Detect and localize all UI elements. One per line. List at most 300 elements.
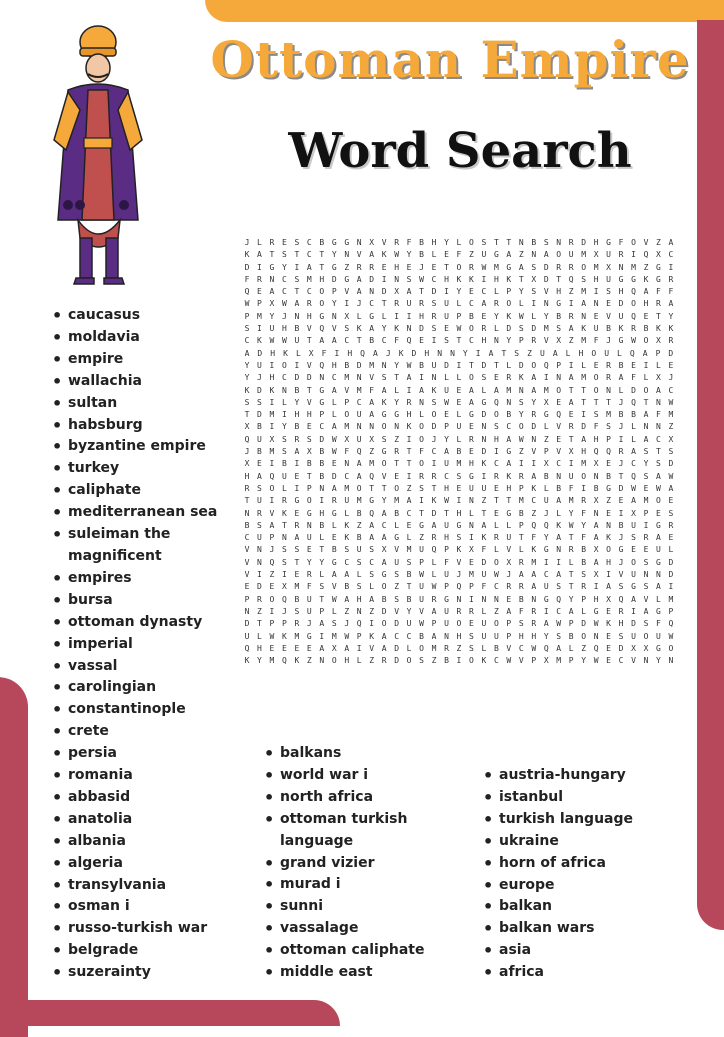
grid-letter: E: [294, 508, 300, 518]
grid-letter: A: [643, 287, 649, 297]
grid-letter: R: [568, 422, 574, 432]
grid-letter: S: [606, 287, 611, 297]
grid-letter: G: [319, 311, 325, 321]
grid-letter: I: [593, 582, 599, 592]
word-list-item: • balkan wars: [483, 918, 703, 940]
grid-letter: R: [381, 656, 387, 666]
grid-letter: C: [381, 336, 387, 346]
grid-letter: W: [331, 434, 337, 444]
grid-letter: S: [643, 582, 649, 592]
grid-letter: B: [419, 250, 424, 260]
grid-letter: G: [656, 262, 661, 272]
grid-letter: H: [424, 348, 430, 358]
grid-letter: O: [581, 471, 587, 481]
grid-letter: D: [581, 619, 587, 629]
grid-letter: A: [488, 348, 494, 358]
grid-letter: A: [631, 496, 636, 506]
grid-letter: L: [456, 299, 462, 309]
grid-row: [242, 618, 676, 630]
grid-letter: D: [431, 287, 437, 297]
grid-letter: U: [394, 557, 400, 567]
grid-row: [242, 249, 676, 261]
grid-letter: Q: [631, 397, 636, 407]
grid-letter: E: [481, 311, 487, 321]
grid-letter: B: [606, 471, 611, 481]
grid-letter: B: [294, 324, 300, 334]
grid-letter: A: [257, 250, 262, 260]
grid-letter: S: [294, 238, 300, 247]
grid-letter: F: [618, 238, 624, 247]
word-list-item: • wallachia: [52, 371, 252, 393]
grid-letter: K: [281, 508, 287, 518]
grid-letter: Z: [369, 447, 375, 457]
grid-letter: A: [506, 606, 512, 616]
grid-letter: L: [319, 570, 325, 580]
grid-letter: J: [281, 606, 287, 616]
grid-letter: C: [668, 385, 674, 395]
grid-letter: A: [406, 496, 412, 506]
grid-letter: O: [406, 656, 412, 666]
grid-letter: Q: [493, 397, 499, 407]
grid-letter: U: [356, 434, 362, 444]
grid-letter: D: [631, 385, 636, 395]
grid-row: [242, 655, 676, 667]
grid-letter: T: [419, 508, 424, 518]
grid-letter: W: [419, 274, 424, 284]
grid-letter: N: [469, 496, 474, 506]
grid-letter: D: [481, 447, 487, 457]
grid-letter: A: [593, 557, 599, 567]
grid-letter: K: [556, 520, 562, 530]
word-list-item: • anatolia: [52, 809, 252, 831]
grid-letter: I: [294, 459, 300, 469]
grid-letter: D: [319, 434, 325, 444]
grid-letter: E: [593, 360, 599, 370]
grid-letter: A: [668, 238, 674, 247]
grid-letter: I: [618, 434, 624, 444]
grid-letter: E: [556, 397, 562, 407]
grid-letter: H: [606, 557, 611, 567]
grid-letter: G: [631, 274, 636, 284]
grid-letter: S: [257, 397, 262, 407]
grid-letter: L: [543, 483, 549, 493]
grid-letter: N: [593, 631, 599, 641]
grid-letter: X: [593, 250, 599, 260]
grid-letter: E: [668, 360, 674, 370]
grid-letter: T: [568, 570, 574, 580]
grid-letter: L: [617, 348, 622, 358]
grid-letter: U: [444, 520, 449, 530]
grid-letter: E: [606, 606, 611, 616]
grid-letter: A: [319, 643, 325, 653]
grid-letter: I: [419, 373, 424, 383]
grid-letter: W: [593, 656, 599, 666]
grid-letter: A: [369, 533, 375, 543]
grid-letter: J: [257, 373, 262, 383]
grid-letter: L: [281, 483, 287, 493]
grid-letter: I: [518, 459, 524, 469]
grid-letter: A: [656, 582, 661, 592]
grid-letter: F: [481, 545, 487, 555]
grid-letter: N: [369, 422, 375, 432]
grid-letter: N: [593, 471, 599, 481]
grid-letter: N: [506, 397, 512, 407]
grid-letter: S: [294, 606, 300, 616]
grid-letter: L: [331, 606, 337, 616]
grid-letter: O: [469, 656, 474, 666]
grid-letter: L: [431, 250, 437, 260]
grid-letter: U: [257, 496, 262, 506]
grid-letter: L: [431, 557, 437, 567]
word-list-item: • ottoman dynasty: [52, 612, 252, 634]
grid-letter: H: [518, 631, 524, 641]
grid-letter: Z: [431, 656, 437, 666]
word-search-grid: [242, 237, 676, 667]
grid-letter: E: [643, 311, 649, 321]
grid-letter: T: [643, 397, 649, 407]
grid-letter: D: [481, 360, 487, 370]
grid-letter: R: [269, 238, 275, 247]
grid-letter: T: [281, 520, 287, 530]
grid-letter: I: [269, 397, 275, 407]
grid-letter: T: [294, 287, 300, 297]
grid-letter: T: [444, 262, 449, 272]
grid-letter: I: [431, 336, 437, 346]
grid-letter: H: [593, 238, 599, 247]
grid-letter: L: [456, 434, 462, 444]
grid-letter: I: [568, 299, 574, 309]
grid-letter: H: [347, 348, 353, 358]
grid-letter: A: [294, 533, 300, 543]
grid-letter: Z: [369, 606, 375, 616]
grid-letter: A: [356, 287, 362, 297]
grid-letter: O: [331, 656, 337, 666]
grid-row: [242, 631, 676, 643]
grid-letter: W: [531, 643, 537, 653]
grid-letter: N: [306, 520, 312, 530]
grid-letter: B: [419, 631, 424, 641]
grid-letter: N: [356, 422, 362, 432]
grid-letter: Q: [543, 643, 549, 653]
grid-letter: S: [294, 545, 300, 555]
grid-letter: G: [469, 410, 474, 420]
grid-letter: U: [606, 250, 611, 260]
grid-letter: Q: [631, 287, 636, 297]
word-list-item: • moldavia: [52, 327, 252, 349]
grid-letter: K: [431, 496, 437, 506]
grid-letter: N: [456, 594, 462, 604]
grid-letter: T: [381, 483, 387, 493]
grid-letter: M: [294, 631, 300, 641]
grid-letter: X: [656, 250, 661, 260]
grid-letter: M: [369, 360, 375, 370]
grid-letter: K: [481, 656, 487, 666]
grid-letter: Y: [306, 557, 312, 567]
grid-letter: D: [518, 360, 524, 370]
grid-letter: I: [568, 459, 574, 469]
grid-letter: K: [606, 533, 611, 543]
grid-letter: J: [385, 348, 391, 358]
grid-letter: L: [656, 360, 661, 370]
grid-letter: A: [381, 557, 387, 567]
grid-letter: D: [306, 373, 312, 383]
word-list-item: • caucasus: [52, 305, 252, 327]
grid-letter: W: [431, 582, 437, 592]
grid-letter: D: [431, 422, 437, 432]
word-list-item: • persia: [52, 743, 252, 765]
grid-letter: Y: [456, 287, 462, 297]
grid-letter: M: [306, 274, 312, 284]
grid-letter: M: [331, 631, 337, 641]
grid-letter: S: [556, 582, 562, 592]
grid-letter: P: [344, 397, 350, 407]
grid-letter: B: [419, 238, 424, 247]
grid-letter: D: [581, 238, 587, 247]
grid-letter: A: [656, 385, 661, 395]
grid-letter: E: [606, 459, 611, 469]
grid-letter: T: [244, 410, 250, 420]
grid-letter: S: [493, 422, 499, 432]
grid-letter: V: [244, 545, 250, 555]
grid-letter: X: [593, 545, 599, 555]
grid-letter: X: [344, 311, 350, 321]
grid-letter: A: [344, 643, 350, 653]
grid-letter: X: [506, 557, 512, 567]
grid-letter: I: [294, 483, 300, 493]
grid-letter: H: [444, 483, 449, 493]
grid-letter: F: [321, 348, 327, 358]
grid-letter: V: [369, 643, 375, 653]
grid-letter: J: [618, 557, 624, 567]
grid-letter: S: [668, 447, 674, 457]
grid-letter: T: [406, 447, 412, 457]
grid-letter: L: [444, 373, 449, 383]
grid-letter: O: [269, 594, 275, 604]
grid-letter: A: [369, 594, 375, 604]
grid-letter: G: [656, 557, 661, 567]
grid-letter: N: [257, 557, 262, 567]
grid-letter: A: [643, 606, 649, 616]
grid-letter: A: [344, 594, 350, 604]
grid-letter: D: [331, 274, 337, 284]
grid-letter: B: [606, 324, 611, 334]
grid-letter: G: [656, 606, 661, 616]
grid-letter: C: [381, 520, 387, 530]
grid-letter: Q: [593, 447, 599, 457]
grid-letter: P: [556, 360, 562, 370]
grid-letter: A: [581, 434, 587, 444]
grid-letter: R: [257, 508, 262, 518]
grid-letter: I: [319, 496, 325, 506]
grid-letter: T: [381, 299, 387, 309]
grid-letter: W: [518, 434, 524, 444]
grid-letter: C: [406, 508, 412, 518]
grid-letter: U: [244, 631, 250, 641]
grid-letter: A: [406, 373, 412, 383]
grid-letter: K: [456, 274, 462, 284]
grid-row: [242, 348, 676, 360]
grid-letter: Y: [568, 594, 574, 604]
word-list-item: • europe: [483, 875, 703, 897]
grid-row: [242, 532, 676, 544]
grid-letter: A: [244, 348, 250, 358]
word-list-item: • belgrade: [52, 940, 252, 962]
grid-letter: Z: [419, 533, 424, 543]
grid-letter: U: [618, 311, 624, 321]
grid-row: [242, 421, 676, 433]
grid-letter: R: [531, 336, 537, 346]
grid-letter: F: [444, 557, 449, 567]
grid-letter: A: [444, 447, 449, 457]
grid-letter: G: [331, 262, 337, 272]
grid-letter: U: [656, 545, 661, 555]
grid-letter: R: [531, 606, 537, 616]
grid-letter: N: [668, 656, 674, 666]
grid-letter: K: [244, 656, 250, 666]
grid-letter: G: [481, 397, 487, 407]
grid-letter: N: [581, 311, 587, 321]
grid-letter: R: [406, 397, 412, 407]
grid-letter: Z: [668, 422, 674, 432]
grid-letter: P: [506, 619, 512, 629]
grid-letter: A: [531, 570, 537, 580]
grid-letter: H: [431, 238, 437, 247]
grid-letter: H: [531, 631, 537, 641]
grid-letter: B: [319, 447, 325, 457]
grid-letter: T: [406, 459, 412, 469]
grid-letter: G: [506, 508, 512, 518]
grid-letter: Y: [543, 533, 549, 543]
grid-letter: K: [456, 545, 462, 555]
grid-row: [242, 262, 676, 274]
grid-letter: A: [518, 262, 524, 272]
grid-letter: J: [431, 434, 437, 444]
grid-letter: R: [281, 496, 287, 506]
grid-letter: L: [331, 397, 337, 407]
grid-letter: R: [444, 643, 449, 653]
grid-letter: A: [344, 570, 350, 580]
grid-letter: N: [431, 373, 437, 383]
grid-letter: M: [606, 410, 611, 420]
grid-letter: S: [481, 373, 487, 383]
grid-letter: W: [281, 299, 287, 309]
grid-letter: R: [493, 299, 499, 309]
grid-letter: I: [319, 631, 325, 641]
grid-letter: Q: [629, 348, 635, 358]
grid-letter: H: [406, 410, 412, 420]
grid-letter: E: [469, 447, 474, 457]
grid-letter: P: [568, 656, 574, 666]
grid-letter: G: [369, 496, 375, 506]
grid-letter: W: [419, 570, 424, 580]
grid-letter: T: [406, 582, 412, 592]
grid-letter: G: [456, 520, 462, 530]
grid-letter: U: [568, 471, 574, 481]
grid-letter: U: [543, 496, 549, 506]
grid-letter: O: [606, 545, 611, 555]
grid-letter: G: [331, 557, 337, 567]
grid-letter: C: [394, 631, 400, 641]
grid-letter: S: [431, 324, 437, 334]
grid-letter: I: [643, 520, 649, 530]
grid-letter: I: [334, 348, 340, 358]
word-list-item: • ottoman turkish language: [264, 809, 474, 853]
grid-letter: Y: [493, 311, 499, 321]
grid-letter: R: [568, 262, 574, 272]
grid-letter: C: [369, 299, 375, 309]
grid-letter: B: [294, 385, 300, 395]
grid-letter: I: [394, 311, 400, 321]
grid-letter: L: [506, 520, 512, 530]
grid-letter: A: [381, 643, 387, 653]
grid-letter: V: [643, 594, 649, 604]
grid-letter: E: [257, 459, 262, 469]
grid-letter: H: [593, 434, 599, 444]
grid-letter: S: [643, 447, 649, 457]
grid-letter: B: [444, 656, 449, 666]
grid-letter: N: [656, 422, 661, 432]
grid-letter: T: [481, 508, 487, 518]
grid-letter: O: [419, 422, 424, 432]
grid-letter: S: [556, 324, 562, 334]
grid-letter: C: [444, 471, 449, 481]
grid-letter: X: [269, 299, 275, 309]
grid-letter: K: [381, 397, 387, 407]
grid-letter: R: [531, 410, 537, 420]
grid-letter: A: [531, 471, 537, 481]
grid-row: [242, 397, 676, 409]
grid-letter: E: [444, 250, 449, 260]
grid-letter: H: [578, 348, 584, 358]
word-list-item: • sunni: [264, 896, 474, 918]
grid-letter: P: [581, 594, 587, 604]
grid-letter: L: [581, 606, 587, 616]
grid-letter: M: [568, 496, 574, 506]
grid-letter: T: [493, 496, 499, 506]
grid-letter: W: [331, 594, 337, 604]
grid-letter: L: [518, 545, 524, 555]
grid-letter: B: [419, 360, 424, 370]
grid-letter: J: [244, 238, 250, 247]
grid-letter: N: [319, 656, 325, 666]
grid-letter: I: [381, 274, 387, 284]
grid-letter: O: [631, 557, 636, 567]
grid-letter: H: [456, 508, 462, 518]
grid-letter: N: [531, 250, 537, 260]
grid-letter: E: [431, 262, 437, 272]
grid-letter: N: [518, 238, 524, 247]
grid-letter: I: [257, 262, 262, 272]
grid-letter: E: [406, 262, 412, 272]
grid-letter: N: [481, 434, 487, 444]
grid-letter: I: [581, 483, 587, 493]
grid-letter: Y: [244, 373, 250, 383]
grid-letter: V: [419, 606, 424, 616]
grid-letter: Q: [543, 360, 549, 370]
grid-letter: Y: [444, 434, 449, 444]
grid-letter: N: [444, 631, 449, 641]
grid-letter: L: [406, 643, 412, 653]
grid-letter: X: [668, 434, 674, 444]
grid-letter: S: [618, 582, 624, 592]
grid-letter: E: [668, 496, 674, 506]
grid-letter: P: [419, 557, 424, 567]
grid-letter: V: [306, 360, 312, 370]
grid-letter: P: [306, 483, 312, 493]
grid-letter: E: [606, 508, 611, 518]
grid-letter: A: [531, 373, 537, 383]
grid-letter: A: [643, 410, 649, 420]
